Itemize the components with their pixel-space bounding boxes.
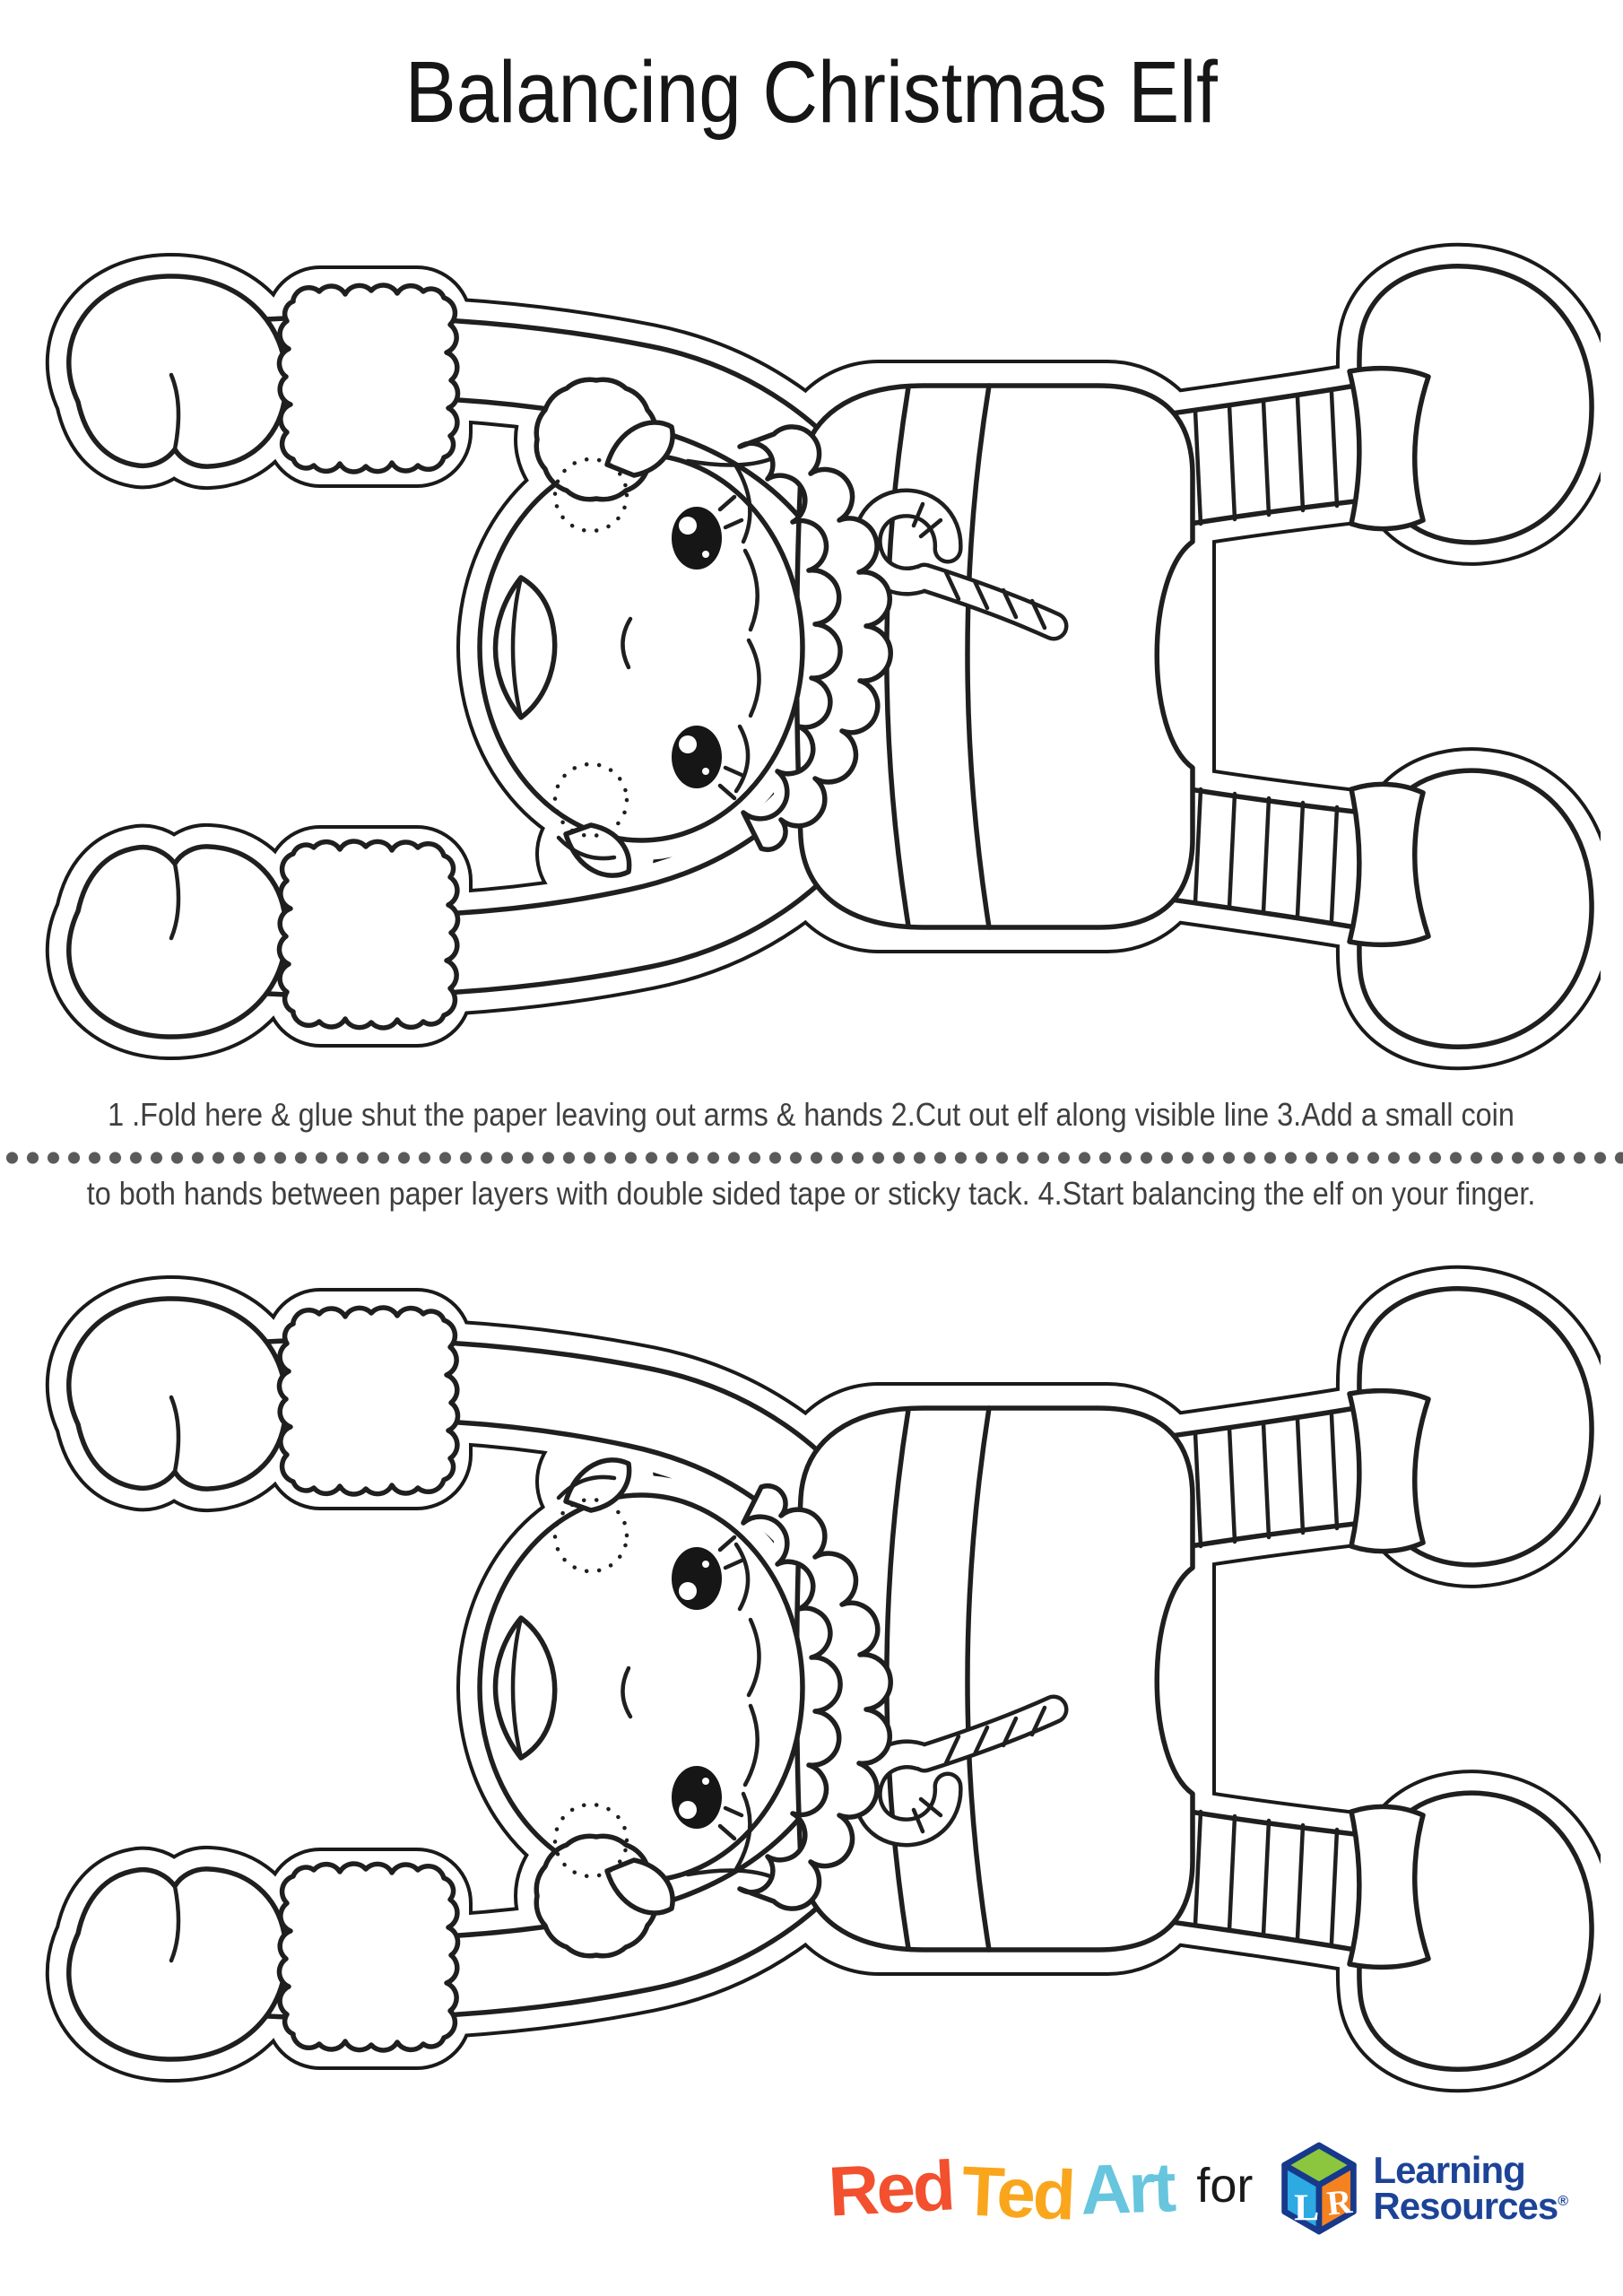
redtedart-word-ted: Ted [959,2150,1075,2235]
learning-resources-line1: Learning [1373,2149,1525,2192]
footer-logos [829,2140,1567,2237]
elf-template-top [22,235,1601,1078]
elf-template-bottom [22,1257,1601,2100]
redtedart-word-red: Red [827,2144,956,2231]
fold-dotted-line [0,1151,1623,1165]
learning-resources-wordmark [1373,2149,1567,2227]
page-title [0,45,1623,141]
for-label: for [1196,2159,1254,2213]
instructions-line-1: 1 .Fold here & glue shut the paper leaving out arms & hands 2.Cut out elf along visible line 3.Add a small coin [108,1096,1515,1133]
page-title-text: Balancing Christmas Elf [404,43,1219,141]
instructions-line-2: to both hands between paper layers with double sided tape or sticky tack. 4.Start balancing the elf on your finger. [87,1175,1536,1212]
registered-trademark: ® [1558,2194,1567,2209]
cube-letter-l: L [1294,2187,1320,2230]
redtedart-word-art: Art [1079,2146,1175,2230]
cube-letter-r: R [1325,2183,1355,2223]
learning-resources-line2: Resources® [1373,2185,1567,2227]
learning-resources-cube-icon [1276,2140,1362,2237]
redtedart-logo [827,2144,1175,2235]
learning-resources-logo [1276,2140,1567,2237]
